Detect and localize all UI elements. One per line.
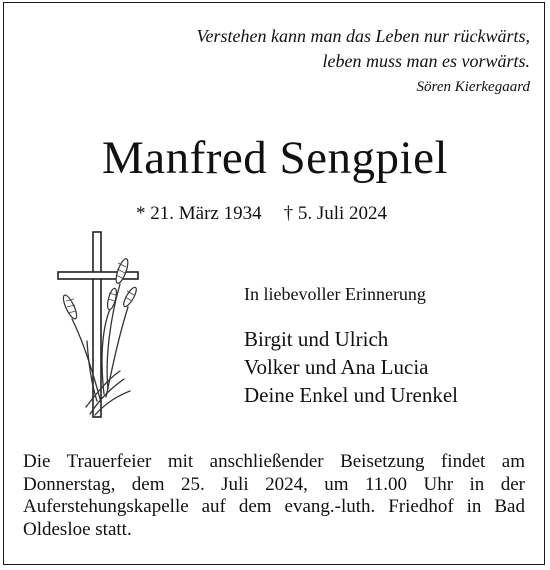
family-member: Deine Enkel und Urenkel [244, 383, 459, 407]
birth-date: * 21. März 1934 [136, 203, 262, 224]
family-member: Volker und Ana Lucia [244, 355, 429, 379]
quote-line-1: Verstehen kann man das Leben nur rückwärts, [196, 26, 530, 46]
quote [197, 24, 530, 74]
family-list [244, 325, 458, 409]
service-info: Die Trauerfeier mit anschließender Beisetzung findet am Donnerstag, dem 25. Juli 2024, um 11.00 Uhr in der Auferstehungskapelle auf dem evang.-luth. Friedhof in Bad Oldesloe statt. [23, 451, 525, 540]
death-date: † 5. Juli 2024 [283, 203, 388, 224]
cross-with-wheat-icon [50, 229, 145, 419]
family-member: Birgit und Ulrich [244, 327, 389, 351]
remembrance-line: In liebevoller Erinnerung [244, 284, 426, 304]
life-dates [136, 203, 387, 225]
quote-author: Sören Kierkegaard [416, 79, 530, 95]
deceased-name: Manfred Sengpiel [101, 132, 449, 184]
quote-line-2: leben muss man es vorwärts. [322, 51, 530, 71]
